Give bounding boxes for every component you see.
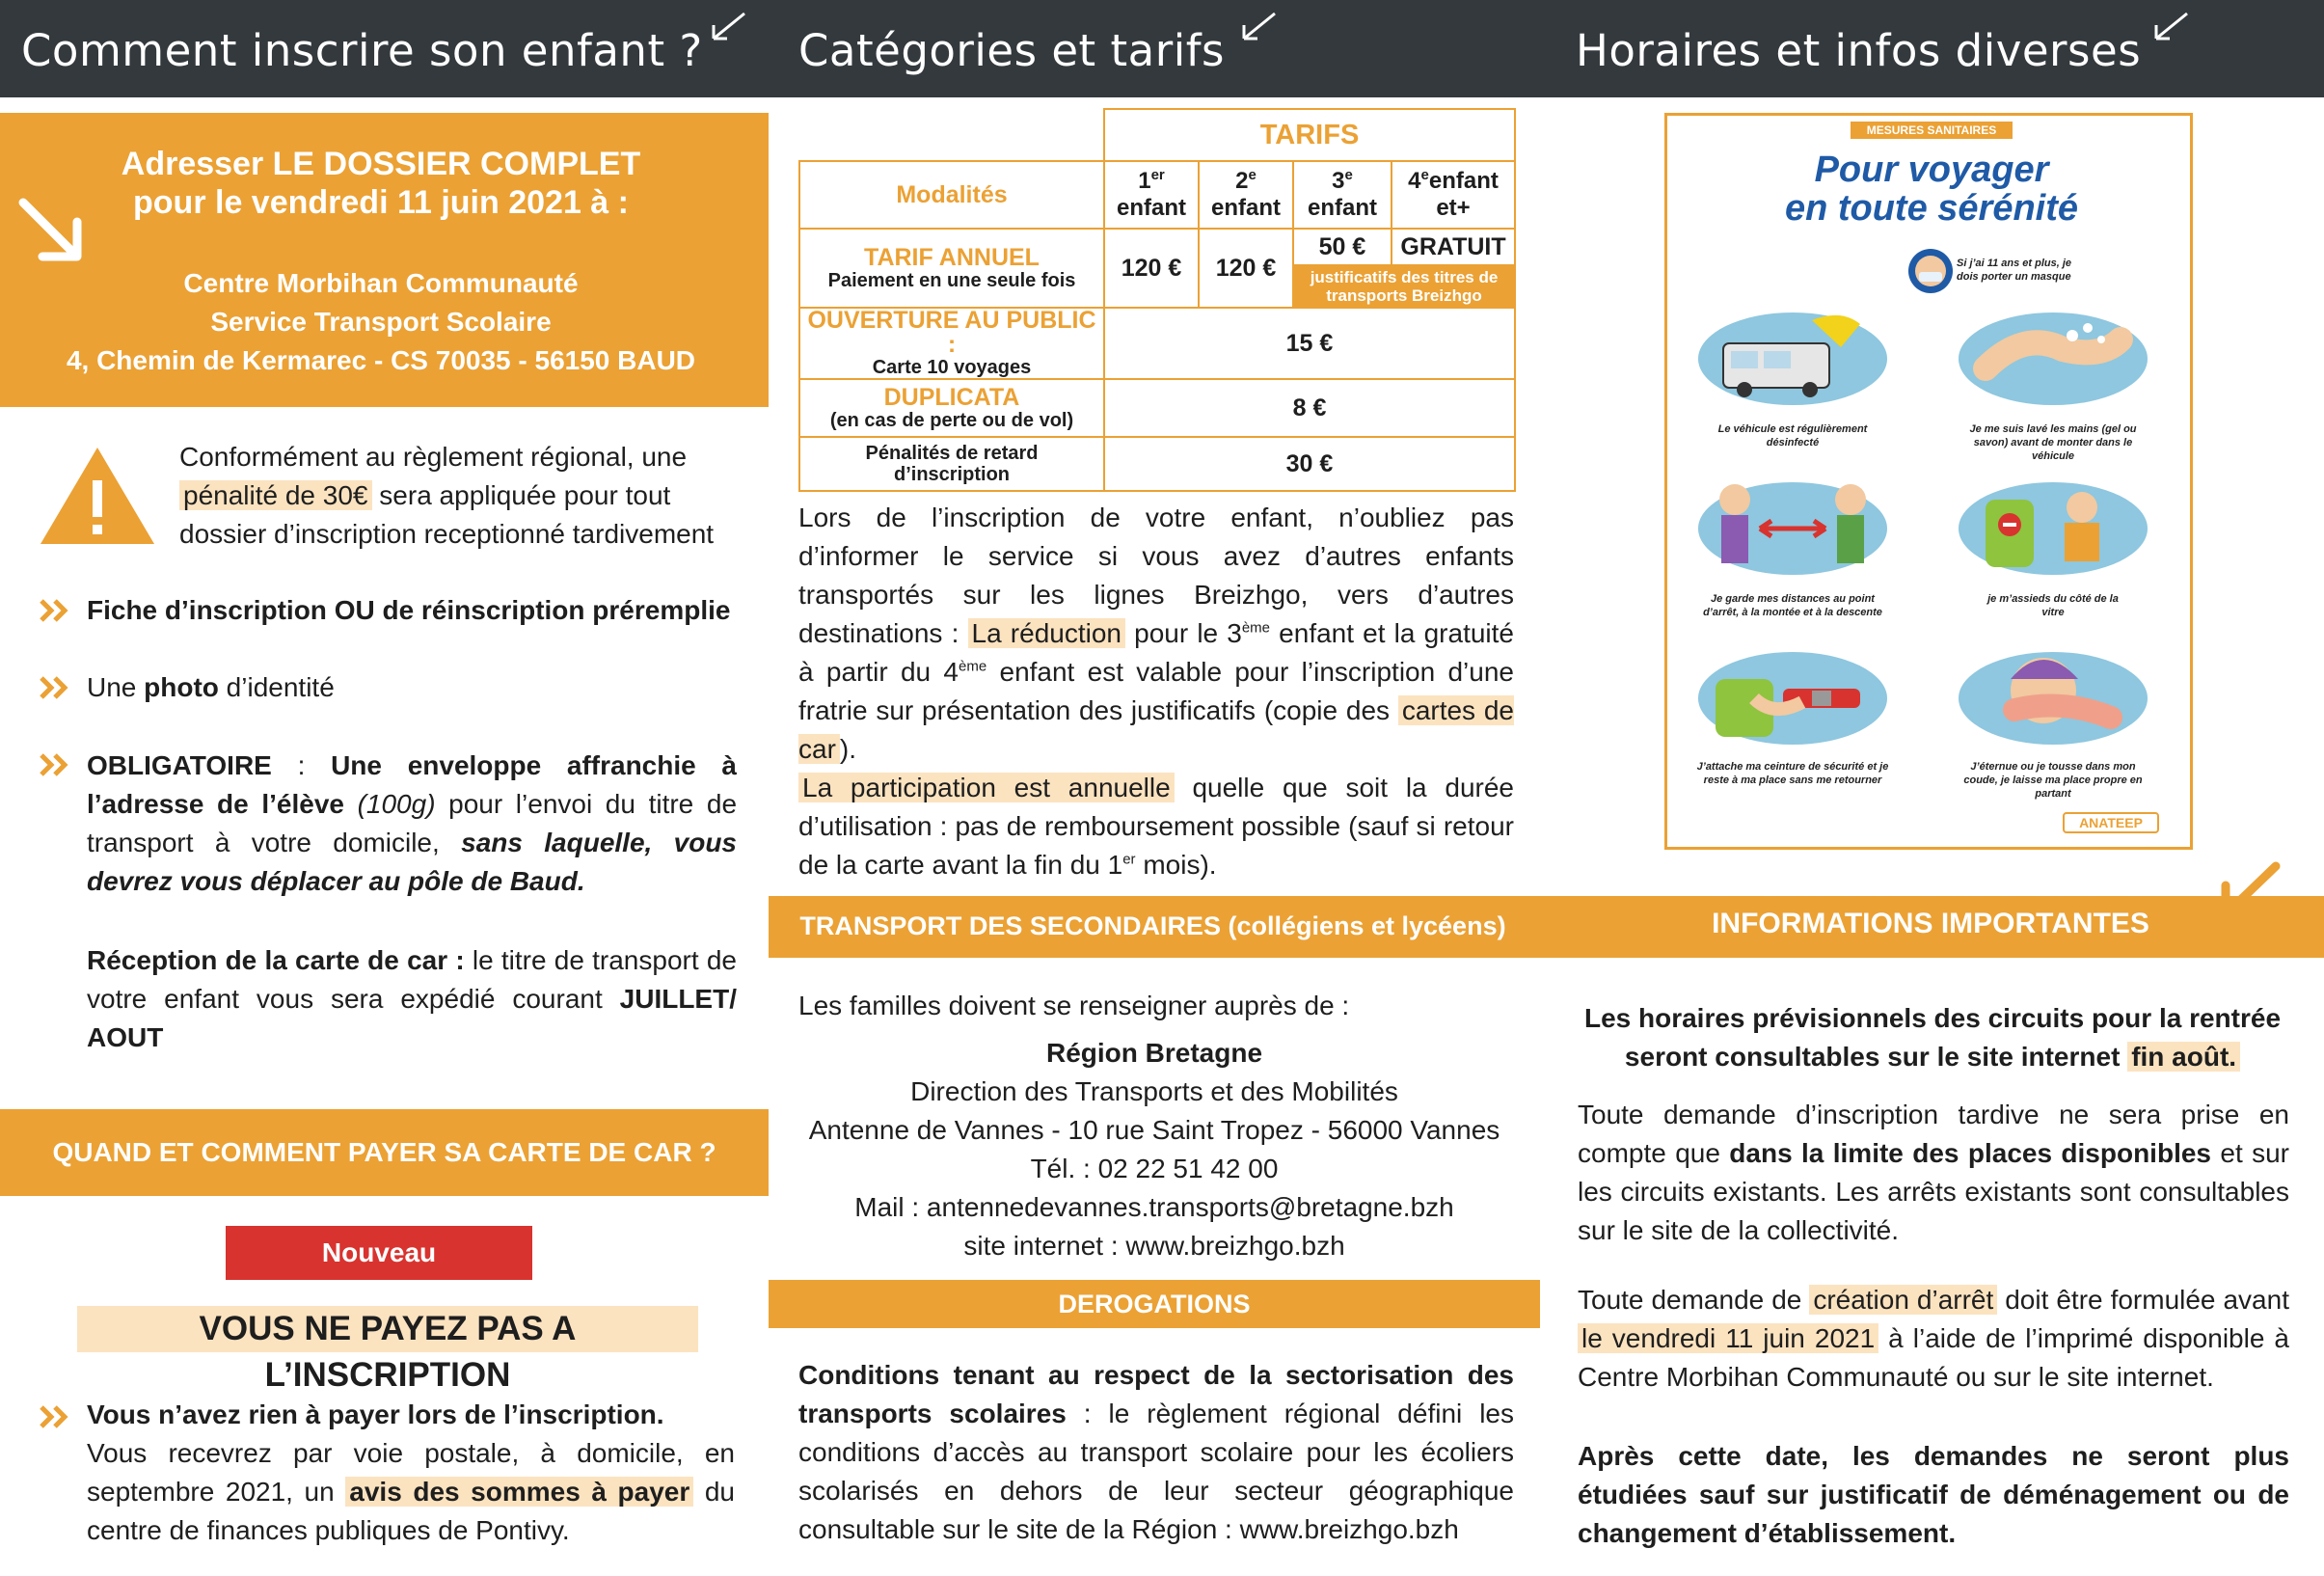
seat-window-icon — [1957, 471, 2149, 577]
distance-icon — [1696, 471, 1889, 577]
arrow-corner-icon — [706, 10, 750, 44]
item-fiche: Fiche d’inscription OU de réinscription préremplie — [87, 595, 731, 625]
dossier-heading — [96, 145, 665, 222]
col1-title: Comment inscrire son enfant ? — [21, 25, 703, 76]
item-enveloppe: OBLIGATOIRE : Une enveloppe affranchie à l’adresse de l’élève (100g) pour l’envoi du titre de transport à votre domicile, sans laquelle, vous devrez vous déplacer au pôle de Baud. — [87, 750, 738, 896]
derogations-text: Conditions tenant au respect de la sectorisation des transports scolaires : le règlement régional défini les conditions d’accès au transport scolaire pour les écoliers scolarisés en dehors de leur secteur géographique consultable sur le site de la Région : www.breizhgo.bzh — [798, 1360, 1514, 1544]
apres-text: Après cette date, les demandes ne seront plus étudiées sauf sur justificatif de déménagement ou de changement d’établissement. — [1578, 1441, 2289, 1548]
mask-face-icon — [1906, 247, 1955, 295]
annuel-2e: 120 € — [1199, 229, 1293, 308]
duplicata-value: 8 € — [1104, 379, 1515, 437]
col3-title: Horaires et infos diverses — [1576, 25, 2142, 76]
arrow-down-right-icon — [14, 189, 100, 276]
dossier-line-1: Adresser LE DOSSIER COMPLET — [121, 146, 641, 182]
caption-5: J’attache ma ceinture de sécurité et je reste à ma place sans me retourner — [1696, 761, 1889, 786]
hand-wash-icon — [1957, 301, 2149, 407]
address-line-1: Centre Morbihan Communauté — [183, 268, 579, 298]
caption-4: je m’assieds du côté de la vitre — [1987, 593, 2119, 618]
bus-disinfect-icon — [1696, 301, 1889, 407]
double-chevron-icon — [39, 752, 71, 777]
arrow-corner-icon — [2148, 10, 2193, 44]
item-photo: Une photo d’identité — [87, 672, 335, 702]
poster-title: Pour voyager en toute sérénité — [1784, 149, 2079, 229]
date-highlight: le vendredi 11 juin 2021 — [1578, 1323, 1878, 1353]
double-chevron-icon — [39, 675, 71, 700]
participation-highlight: La participation est annuelle — [798, 773, 1175, 802]
penalty-highlight: pénalité de 30€ — [179, 480, 372, 510]
caption-6: J’éternue ou je tousse dans mon coude, je laisse ma place propre en partant — [1963, 761, 2143, 800]
reduction-highlight: La réduction — [968, 618, 1125, 648]
warning-icon — [39, 446, 156, 546]
mail-link[interactable]: Mail : antennedevannes.transports@bretagne.bzh — [854, 1192, 1454, 1222]
annuel-3e: 50 € — [1293, 229, 1392, 265]
row-public-label: OUVERTURE AU PUBLIC : Carte 10 voyages — [799, 308, 1104, 379]
address — [39, 264, 723, 380]
pay-info: Vous n’avez rien à payer lors de l’inscription. Vous recevrez par voie postale, à domicile, en septembre 2021, un avis des sommes à payer du centre de finances publiques de Pontivy. — [87, 1399, 735, 1545]
col-2e-enfant: 2e enfant — [1199, 161, 1293, 229]
annuel-4e: GRATUIT — [1392, 229, 1515, 265]
secondaires-band: TRANSPORT DES SECONDAIRES (collégiens et lycéens) — [799, 911, 1506, 940]
fin-aout-highlight: fin août. — [2127, 1042, 2240, 1072]
cartes-highlight: cartes de car — [798, 695, 1514, 764]
warning-text: Conformément au règlement régional, une pénalité de 30€ sera appliquée pour tout dossier d’inscription receptionné tardivement — [179, 442, 715, 549]
col-4e-enfant: 4eenfant et+ — [1392, 161, 1515, 229]
arrow-corner-icon — [1236, 10, 1281, 44]
double-chevron-icon — [39, 1404, 71, 1429]
col-1er-enfant: 1er enfant — [1104, 161, 1199, 229]
tardive-text: Toute demande d’inscription tardive ne sera prise en compte que dans la limite des places disponibles et sur les circuits existants. Les arrêts existants sont consultables sur le site de la collectivité. — [1578, 1100, 2289, 1245]
mask-note: Si j’ai 11 ans et plus, je dois porter un masque — [1957, 258, 2072, 283]
row-annuel-label: TARIF ANNUEL Paiement en une seule fois — [799, 229, 1104, 308]
poster-tag: MESURES SANITAIRES — [1851, 122, 2013, 139]
modalites-header: Modalités — [799, 161, 1104, 229]
row-penalite-label: Pénalités de retard d’inscription — [799, 437, 1104, 491]
horaires-text: Les horaires prévisionnels des circuits pour la rentrée seront consultables sur le site internet fin août. — [1583, 1003, 2282, 1072]
dossier-line-2: pour le vendredi 11 juin 2021 à : — [133, 184, 629, 221]
families-text: Les familles doivent se renseigner auprès de : — [798, 991, 1350, 1020]
site-link[interactable]: site internet : www.breizhgo.bzh — [963, 1231, 1345, 1261]
creation-arret-highlight: création d’arrêt — [1809, 1285, 1997, 1315]
sanitary-poster — [1664, 113, 2193, 850]
region-contact: Région Bretagne Direction des Transports et des Mobilités Antenne de Vannes - 10 rue Saint Tropez - 56000 Vannes Tél. : 02 22 51 42 00 Mail : antennedevannes.transports@bretagne.bzh site internet : www.breizhgo.bzh — [769, 1034, 1540, 1265]
justificatifs-note: justificatifs des titres de transports Breizhgo — [1293, 265, 1515, 308]
caption-1: Le véhicule est régulièrement désinfecté — [1717, 423, 1868, 448]
no-pay-title: VOUS NE PAYEZ PAS A L’INSCRIPTION — [77, 1306, 698, 1352]
col-3e-enfant: 3e enfant — [1293, 161, 1392, 229]
avis-highlight: avis des sommes à payer — [345, 1477, 693, 1507]
nouveau-badge: Nouveau — [226, 1226, 532, 1280]
derogations-band: DEROGATIONS — [769, 1280, 1540, 1328]
row-duplicata-label: DUPLICATA (en cas de perte ou de vol) — [799, 379, 1104, 437]
penalite-value: 30 € — [1104, 437, 1515, 491]
address-line-2: Service Transport Scolaire — [210, 307, 552, 337]
seatbelt-icon — [1696, 640, 1889, 747]
caption-3: Je garde mes distances au point d’arrêt, à la montée et à la descente — [1703, 593, 1882, 618]
arrow-down-left-icon — [2206, 856, 2285, 930]
tarifs-table — [798, 108, 1516, 492]
fratrie-text: Lors de l’inscription de votre enfant, n’oubliez pas d’informer le service si vous avez d’autres enfants transportés sur les lignes Breizhgo, vers d’autres destinations : La réduction pour le 3ème enfant et la gratuité à partir du 4ème enfant est valable pour l’inscription d’une fratrie sur présentation des justificatifs (copie des cartes de car ). La participation est annuelle quelle que soit la durée d’utilisation : pas de remboursement possible (sauf si retour de la carte avant la fin du 1er mois). — [798, 503, 1514, 880]
pay-band: QUAND ET COMMENT PAYER SA CARTE DE CAR ? — [0, 1109, 769, 1196]
anateep-logo: ANATEEP — [2063, 812, 2159, 833]
reception-text: Réception de la carte de car : le titre de transport de votre enfant vous sera expédié courant JUILLET/ AOUT — [87, 945, 737, 1052]
arret-text: Toute demande de création d’arrêt doit être formulée avant le vendredi 11 juin 2021 à l’aide de l’imprimé disponible à Centre Morbihan Communauté ou sur le site internet. — [1578, 1285, 2289, 1392]
caption-2: Je me suis lavé les mains (gel ou savon) avant de monter dans le véhicule — [1969, 423, 2137, 462]
address-line-3: 4, Chemin de Kermarec - CS 70035 - 56150 BAUD — [66, 345, 696, 375]
col2-title: Catégories et tarifs — [798, 25, 1226, 76]
info-band: INFORMATIONS IMPORTANTES — [1712, 908, 2149, 939]
sneeze-elbow-icon — [1957, 640, 2149, 747]
double-chevron-icon — [39, 598, 71, 623]
annuel-1er: 120 € — [1104, 229, 1199, 308]
tarifs-header: TARIFS — [1104, 109, 1515, 161]
public-value: 15 € — [1104, 308, 1515, 379]
